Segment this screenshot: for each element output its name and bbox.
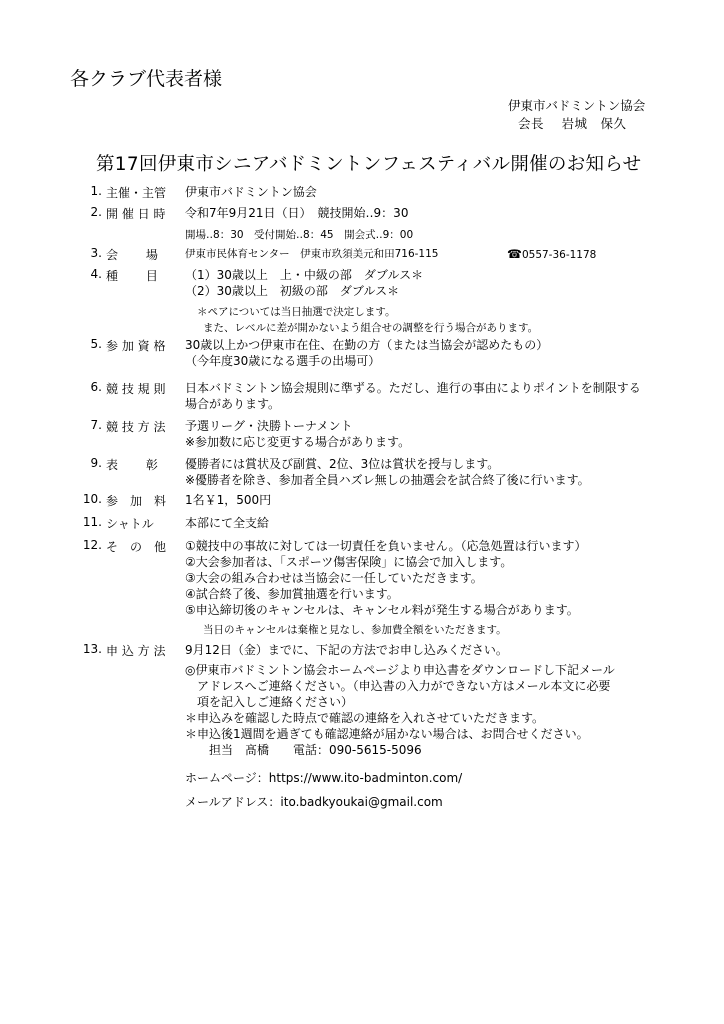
item-number: 11. [82,515,102,529]
recipient: 各クラブ代表者様 [70,68,223,90]
item-label: 会 場 [106,248,158,262]
item-value: 令和7年9月21日（日） 競技開始‥9：30 開場‥8：30 受付開始‥8：45 開会式‥9：00 [185,206,414,241]
item-value: 伊東市バドミントン協会 [185,185,317,199]
item-number: 4. [90,267,102,281]
item-value: 伊東市民体育センター 伊東市玖須美元和田716-115 [185,248,439,260]
opening-times: 開場‥8：30 受付開始‥8：45 開会式‥9：00 [185,229,414,241]
item-label: 主催・主管 [106,186,167,200]
item-number: 6. [90,380,102,394]
page-title: 第17回伊東市シニアバドミントンフェスティバル開催のお知らせ [96,154,642,175]
phone-number: 0557-36-1178 [521,249,597,261]
item-label: 表 彰 [106,458,158,472]
item-number: 13. [82,642,102,656]
item-label: 種 目 [106,269,158,283]
item-value: ①競技中の事故に対しては一切責任を負いません。（応急処置は行います） ②大会参加者は、「スポーツ傷害保険」に協会で加入します。 ③大会の組み合わせは当協会に一任していただきます。 ④試合終了後、参加賞抽選を行います。 ⑤申込締切後のキャンセルは、キャンセル料が発生する場合があります。 当日のキャンセルは棄権と見なし、参加費全額をいただきます。 [185,539,587,636]
item-label: そ の 他 [106,540,167,554]
item-number: 2. [90,205,102,219]
item-label: 申 込 方 法 [106,644,166,658]
phone-icon: ☎ [507,247,522,261]
item-value: 9月12日（金）までに、下記の方法でお申し込みください。 ◎伊東市バドミントン協会ホームページより申込書をダウンロードし下記メール アドレスへご連絡ください。（申込書の入力ができない方はメール本文に必要 項を記入しご連絡ください） ＊申込みを確認した時点で確認の連絡を入れさせていただきます。 ＊申込後1週間を過ぎても確認連絡が届かない場合は、お問合せください。 担当 髙橋 電話：090-5615-5096 [185,643,615,757]
item-number: 3. [90,246,102,260]
venue-phone [507,247,596,261]
organization-name: 伊東市バドミントン協会 [508,98,646,113]
item-number: 5. [90,337,102,351]
item-number: 10. [82,492,102,506]
item-number: 1. [90,184,102,198]
item-value: 予選リーグ・決勝トーナメント ※参加数に応じ変更する場合があります。 [185,419,411,449]
item-label: シャトル [106,517,154,531]
item-number: 9. [90,456,102,470]
item-label: 開 催 日 時 [106,207,166,221]
item-value: 日本バドミントン協会規則に準ずる。ただし、進行の事由によりポイントを制限する 場合があります。 [185,381,641,411]
signature: 会長 岩城 保久 [518,116,627,131]
item-number: 12. [82,538,102,552]
item-label: 競 技 規 則 [106,382,166,396]
item-value: 優勝者には賞状及び副賞、2位、3位は賞状を授与します。 ※優勝者を除き、参加者全員ハズレ無しの抽選会を試合終了後に行います。 [185,457,590,487]
item-label: 参 加 料 [106,494,167,508]
homepage-link[interactable]: ホームページ：https://www.ito-badminton.com/ [185,771,463,785]
item-value: 1名￥1，500円 [185,493,272,507]
item-number: 7. [90,418,102,432]
item-value: 30歳以上かつ伊東市在住、在勤の方（または当協会が認めたもの） （今年度30歳になる選手の出場可） [185,338,549,368]
item-label: 参 加 資 格 [106,339,166,353]
item-value: 本部にて全支給 [185,516,270,530]
item-value: （1）30歳以上 上・中級の部 ダブルス＊ （2）30歳以上 初級の部 ダブルス＊ ＊ペアについては当日抽選で決定します。 また、レベルに差が開かないよう組合せの調整を行う場合があります。 [185,268,539,334]
item-label: 競 技 方 法 [106,420,166,434]
email-address[interactable]: メールアドレス：ito.badkyoukai@gmail.com [185,795,443,809]
